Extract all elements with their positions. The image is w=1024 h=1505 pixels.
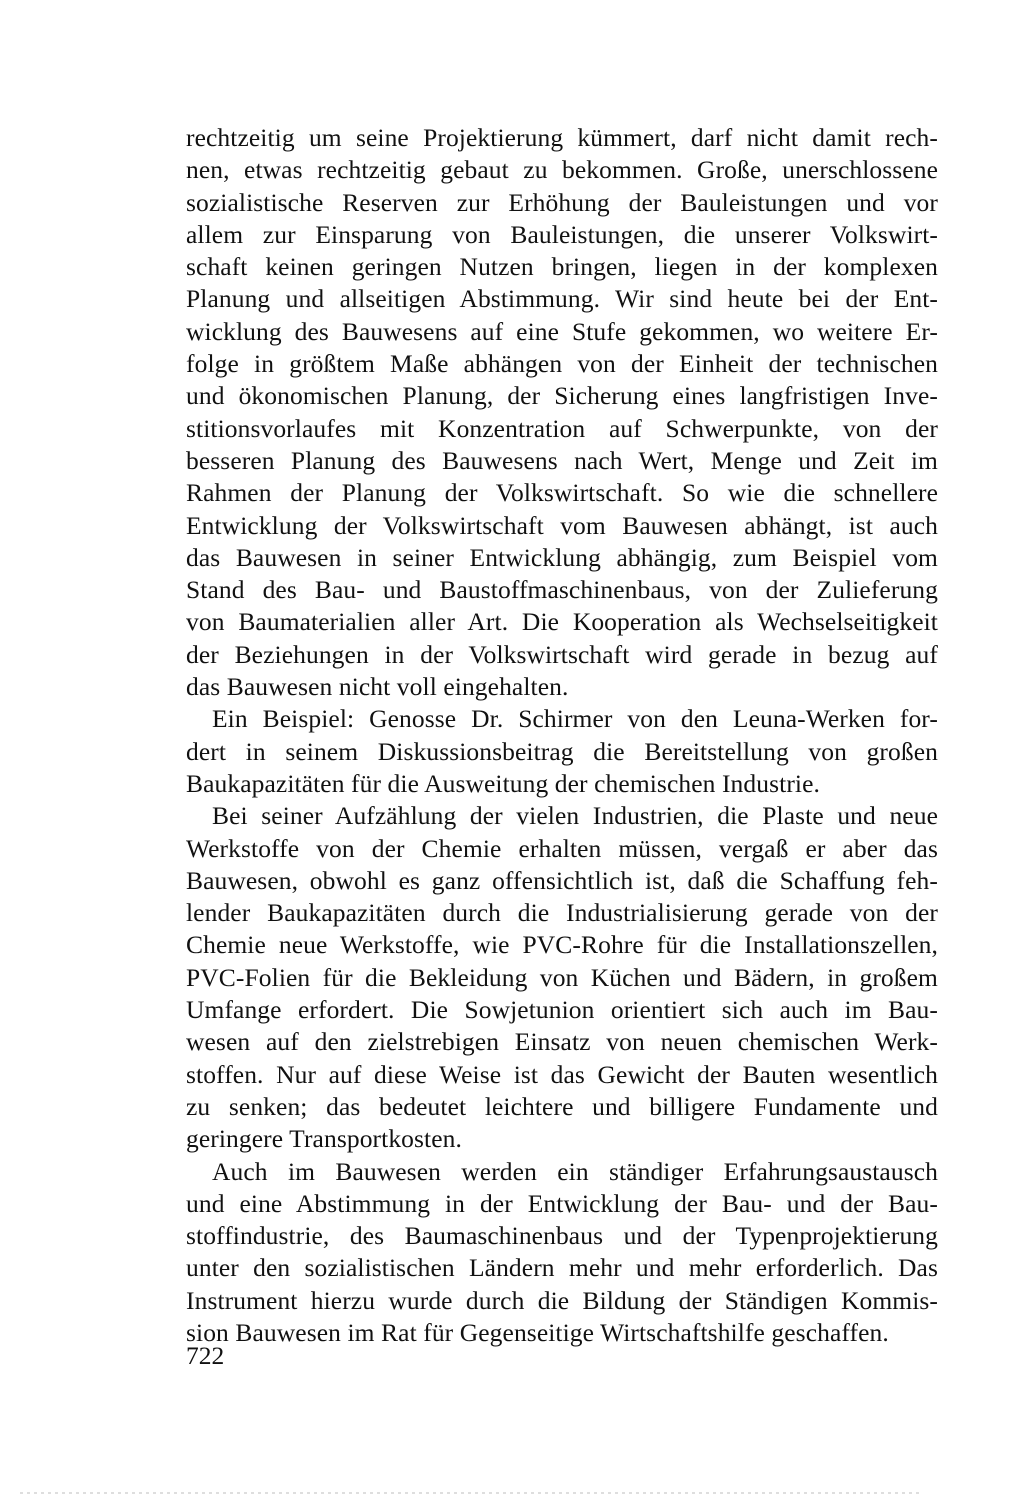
text-line: Stand des Bau- und Baustoffmaschinenbaus, von der Zulieferung (186, 575, 938, 605)
text-line: Ein Beispiel: Genosse Dr. Schirmer von den Leuna-Werken for- (212, 704, 938, 734)
text-line: Planung und allseitigen Abstimmung. Wir sind heute bei der Ent- (186, 284, 938, 314)
text-line: Entwicklung der Volkswirtschaft vom Bauwesen abhängt, ist auch (186, 510, 938, 540)
paragraph (186, 122, 938, 703)
text-line: Rahmen der Planung der Volkswirtschaft. So wie die schnellere (186, 478, 938, 508)
text-line: rechtzeitig um seine Projektierung kümmert, darf nicht damit rech- (186, 123, 938, 152)
text-line: das Bauwesen in seiner Entwicklung abhängig, zum Beispiel vom (186, 542, 938, 572)
text-line: Chemie neue Werkstoffe, wie PVC-Rohre für die Installationszellen, (186, 930, 938, 960)
text-line: nen, etwas rechtzeitig gebaut zu bekommen. Große, unerschlossene (186, 155, 938, 185)
text-line: von Baumaterialien aller Art. Die Kooperation als Wechselseitigkeit (186, 607, 938, 637)
text-line: wesen auf den zielstrebigen Einsatz von neuen chemischen Werk- (186, 1027, 938, 1057)
text-line: Bei seiner Aufzählung der vielen Industrien, die Plaste und neue (212, 801, 938, 831)
paragraph (186, 800, 938, 1155)
text-line: stitionsvorlaufes mit Konzentration auf Schwerpunkte, von der (186, 413, 938, 443)
text-line: sion Bauwesen im Rat für Gegenseitige Wirtschaftshilfe geschaffen. (186, 1317, 889, 1347)
text-line: und eine Abstimmung in der Entwicklung der Bau- und der Bau- (186, 1188, 938, 1218)
text-line: Auch im Bauwesen werden ein ständiger Erfahrungsaustausch (212, 1156, 938, 1186)
text-line: besseren Planung des Bauwesens nach Wert, Menge und Zeit im (186, 445, 938, 475)
text-line: schaft keinen geringen Nutzen bringen, liegen in der komplexen (186, 252, 938, 282)
text-line: Instrument hierzu wurde durch die Bildung der Ständigen Kommis- (186, 1285, 938, 1315)
text-line: und ökonomischen Planung, der Sicherung eines langfristigen Inve- (186, 381, 938, 411)
text-line: Werkstoffe von der Chemie erhalten müssen, vergaß er aber das (186, 833, 938, 863)
text-line: unter den sozialistischen Ländern mehr und mehr erforderlich. Das (186, 1253, 938, 1283)
paragraph (186, 703, 938, 800)
text-line: sozialistische Reserven zur Erhöhung der Bauleistungen und vor (186, 187, 938, 217)
text-line: lender Baukapazitäten durch die Industrialisierung gerade von der (186, 898, 938, 928)
text-line: geringere Transportkosten. (186, 1124, 462, 1154)
text-line: stoffen. Nur auf diese Weise ist das Gewicht der Bauten wesentlich (186, 1059, 938, 1089)
text-line: wicklung des Bauwesens auf eine Stufe gekommen, wo weitere Er- (186, 316, 938, 346)
text-line: PVC-Folien für die Bekleidung von Küchen und Bädern, in großem (186, 962, 938, 992)
page-number: 722 (186, 1341, 225, 1370)
text-line: allem zur Einsparung von Bauleistungen, die unserer Volkswirt- (186, 219, 938, 249)
text-line: Baukapazitäten für die Ausweitung der chemischen Industrie. (186, 768, 820, 798)
text-line: dert in seinem Diskussionsbeitrag die Bereitstellung von großen (186, 736, 938, 766)
text-line: der Beziehungen in der Volkswirtschaft wird gerade in bezug auf (186, 639, 938, 669)
body-text (186, 122, 938, 1349)
text-line: zu senken; das bedeutet leichtere und billigere Fundamente und (186, 1091, 938, 1121)
scan-edge-artifact (20, 1492, 920, 1494)
text-line: Umfange erfordert. Die Sowjetunion orientiert sich auch im Bau- (186, 995, 938, 1025)
text-line: folge in größtem Maße abhängen von der Einheit der technischen (186, 349, 938, 379)
paragraph (186, 1156, 938, 1350)
text-line: Bauwesen, obwohl es ganz offensichtlich ist, daß die Schaffung feh- (186, 865, 938, 895)
text-line: das Bauwesen nicht voll eingehalten. (186, 672, 569, 702)
text-line: stoffindustrie, des Baumaschinenbaus und der Typenprojektierung (186, 1221, 938, 1251)
